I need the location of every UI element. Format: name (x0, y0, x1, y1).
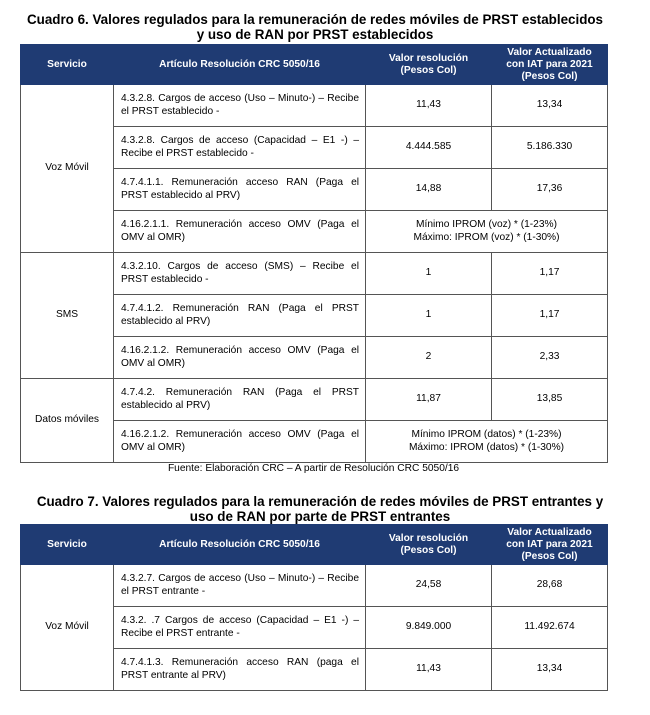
service-cell: Voz Móvil (21, 565, 114, 691)
header-servicio: Servicio (21, 45, 114, 85)
header-iat-line1: Valor Actualizado (507, 526, 592, 538)
valor-cell: 11,43 (366, 649, 492, 691)
iat-cell: 28,68 (492, 565, 608, 607)
article-cell: 4.3.2.8. Cargos de acceso (Uso – Minuto-) – Recibe el PRST establecido - (114, 85, 366, 127)
article-cell: 4.7.4.1.2. Remuneración RAN (Paga el PRST establecido al PRV) (114, 295, 366, 337)
article-cell: 4.16.2.1.2. Remuneración acceso OMV (Paga el OMV al OMR) (114, 337, 366, 379)
table2-caption-line1: Cuadro 7. Valores regulados para la remuneración de redes móviles de PRST entrantes y (36, 494, 604, 509)
merged-formula-cell (366, 421, 608, 463)
header-valor-line1: Valor resolución (388, 52, 469, 64)
header-servicio: Servicio (21, 525, 114, 565)
article-cell: 4.16.2.1.2. Remuneración acceso OMV (Paga el OMV al OMR) (114, 421, 366, 463)
iat-cell: 13,34 (492, 649, 608, 691)
header-iat-line3: (Pesos Col) (521, 550, 578, 562)
table-row (21, 565, 608, 607)
formula-min: Mínimo IPROM (datos) * (1-23%) (411, 429, 562, 440)
valor-cell: 9.849.000 (366, 607, 492, 649)
header-valor (366, 525, 492, 565)
valor-cell: 11,87 (366, 379, 492, 421)
header-valor-line1: Valor resolución (388, 532, 469, 544)
table1-source: Fuente: Elaboración CRC – A partir de Resolución CRC 5050/16 (167, 463, 460, 474)
service-cell: Voz Móvil (21, 85, 114, 253)
article-cell: 4.3.2. .7 Cargos de acceso (Capacidad – E1 -) – Recibe el PRST entrante - (114, 607, 366, 649)
header-iat-line2: con IAT para 2021 (506, 58, 593, 70)
iat-cell: 2,33 (492, 337, 608, 379)
service-cell: Datos móviles (21, 379, 114, 463)
valor-cell: 2 (366, 337, 492, 379)
merged-formula-cell (366, 211, 608, 253)
table2-header-row (21, 525, 608, 565)
valor-cell: 4.444.585 (366, 127, 492, 169)
table1-caption (10, 12, 620, 42)
header-iat-line1: Valor Actualizado (507, 46, 592, 58)
table2-caption-line2: uso de RAN por parte de PRST entrantes (189, 509, 451, 524)
iat-cell: 5.186.330 (492, 127, 608, 169)
header-iat (492, 45, 608, 85)
valor-cell: 1 (366, 253, 492, 295)
iat-cell: 1,17 (492, 253, 608, 295)
table2 (20, 524, 608, 691)
header-valor-line2: (Pesos Col) (400, 64, 457, 76)
table2-caption (10, 494, 630, 524)
header-iat-line2: con IAT para 2021 (506, 538, 593, 550)
valor-cell: 14,88 (366, 169, 492, 211)
header-articulo: Artículo Resolución CRC 5050/16 (114, 525, 366, 565)
header-valor-line2: (Pesos Col) (400, 544, 457, 556)
iat-cell: 17,36 (492, 169, 608, 211)
iat-cell: 11.492.674 (492, 607, 608, 649)
iat-cell: 13,34 (492, 85, 608, 127)
article-cell: 4.16.2.1.1. Remuneración acceso OMV (Paga el OMV al OMR) (114, 211, 366, 253)
article-cell: 4.7.4.2. Remuneración RAN (Paga el PRST establecido al PRV) (114, 379, 366, 421)
article-cell: 4.7.4.1.1. Remuneración acceso RAN (Paga el PRST establecido al PRV) (114, 169, 366, 211)
formula-max: Máximo: IPROM (datos) * (1-30%) (408, 441, 565, 453)
header-valor (366, 45, 492, 85)
table1 (20, 44, 608, 463)
article-cell: 4.3.2.7. Cargos de acceso (Uso – Minuto-) – Recibe el PRST entrante - (114, 565, 366, 607)
iat-cell: 13,85 (492, 379, 608, 421)
valor-cell: 24,58 (366, 565, 492, 607)
table-row (21, 85, 608, 127)
service-cell: SMS (21, 253, 114, 379)
formula-max: Máximo: IPROM (voz) * (1-30%) (413, 231, 560, 243)
header-articulo: Artículo Resolución CRC 5050/16 (114, 45, 366, 85)
article-cell: 4.3.2.10. Cargos de acceso (SMS) – Recibe el PRST establecido - (114, 253, 366, 295)
table1-header-row (21, 45, 608, 85)
header-iat (492, 525, 608, 565)
article-cell: 4.3.2.8. Cargos de acceso (Capacidad – E1 -) – Recibe el PRST establecido - (114, 127, 366, 169)
valor-cell: 1 (366, 295, 492, 337)
iat-cell: 1,17 (492, 295, 608, 337)
table1-caption-line2: y uso de RAN por PRST establecidos (196, 27, 434, 42)
formula-min: Mínimo IPROM (voz) * (1-23%) (416, 219, 557, 230)
article-cell: 4.7.4.1.3. Remuneración acceso RAN (paga el PRST entrante al PRV) (114, 649, 366, 691)
valor-cell: 11,43 (366, 85, 492, 127)
table-row (21, 253, 608, 295)
table1-caption-line1: Cuadro 6. Valores regulados para la remuneración de redes móviles de PRST establecidos (26, 12, 603, 27)
header-iat-line3: (Pesos Col) (521, 70, 578, 82)
table-row (21, 379, 608, 421)
